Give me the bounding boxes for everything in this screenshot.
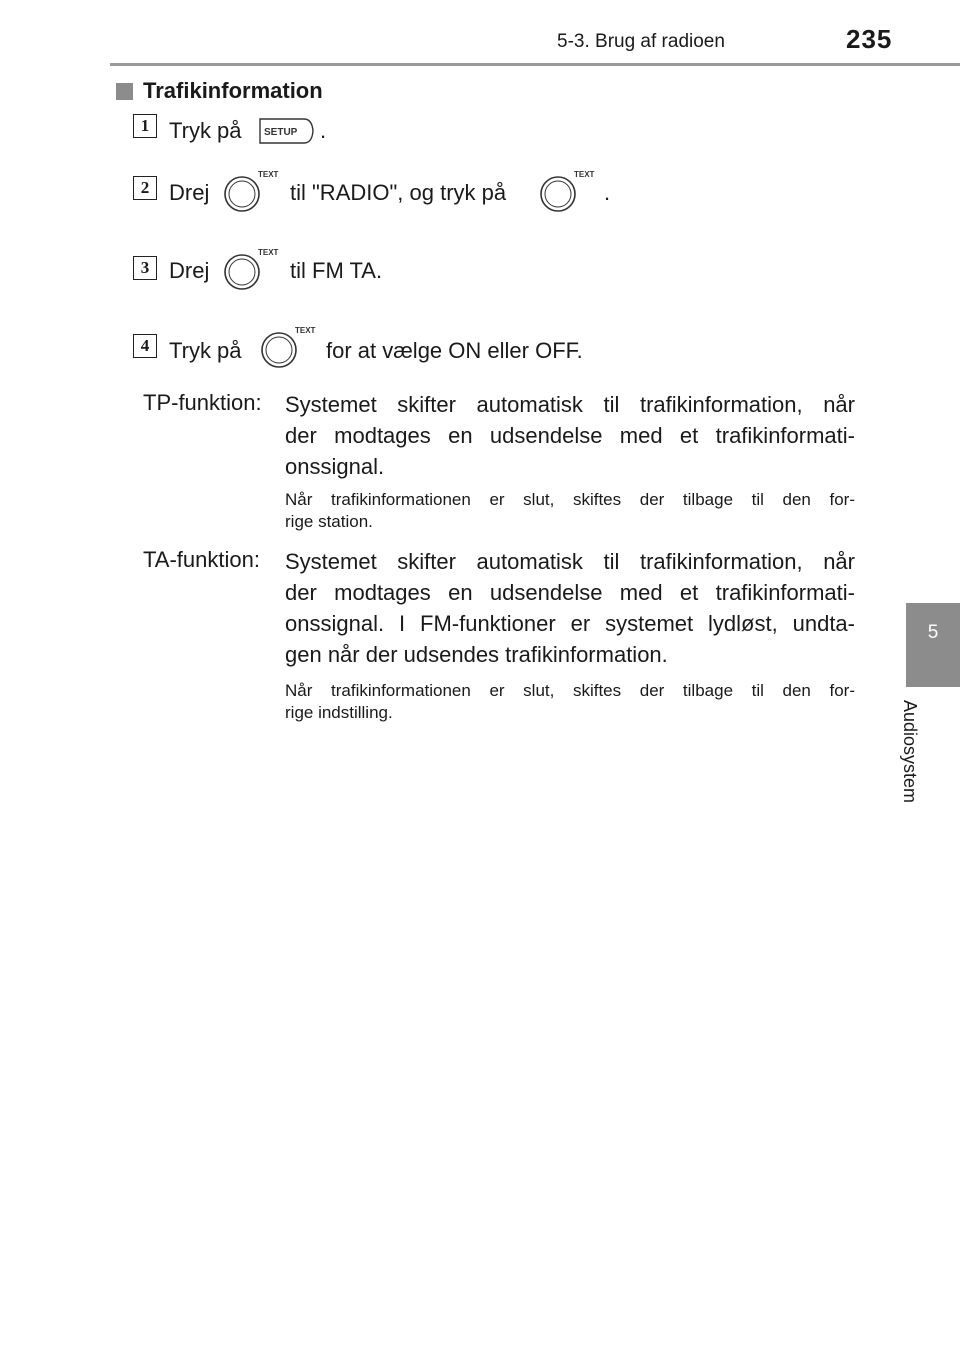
chapter-label <box>900 700 942 830</box>
desc-line: Systemet skifter automatisk til trafikinformation, når <box>285 549 855 574</box>
setup-button-icon <box>254 116 316 146</box>
tune-knob-icon <box>222 248 279 292</box>
step-3-text-after: til FM TA. <box>290 258 383 283</box>
section-header: 5-3. Brug af radioen <box>557 31 725 52</box>
header-divider <box>110 63 960 66</box>
desc-line: onssignal. I FM-funktioner er systemet lydløst, undta- <box>285 611 855 636</box>
desc-line: der modtages en udsendelse med et trafikinformati- <box>285 423 855 448</box>
note-line: Når trafikinformationen er slut, skiftes der tilbage til den for- <box>285 490 855 509</box>
desc-line: gen når der udsendes trafikinformation. <box>285 642 668 667</box>
definition-desc-tp <box>285 389 855 482</box>
definition-note-ta <box>285 680 855 724</box>
knob-text-label: TEXT <box>258 170 279 179</box>
step-1-text-before: Tryk på <box>169 118 242 143</box>
note-line: rige indstilling. <box>285 703 393 722</box>
tune-knob-icon <box>259 326 316 370</box>
note-line: Når trafikinformationen er slut, skiftes der tilbage til den for- <box>285 681 855 700</box>
chapter-tab <box>906 603 960 687</box>
knob-text-label: TEXT <box>258 248 279 257</box>
step-2-text-before: Drej <box>169 180 210 205</box>
definition-desc-ta <box>285 546 855 670</box>
step-3-text-before: Drej <box>169 258 210 283</box>
setup-label: SETUP <box>264 127 298 138</box>
step-number-4: 4 <box>133 334 157 358</box>
step-number-1: 1 <box>133 114 157 138</box>
desc-line: Systemet skifter automatisk til trafikinformation, når <box>285 392 855 417</box>
chapter-label-text: Audiosystem <box>900 700 920 804</box>
desc-line: der modtages en udsendelse med et trafikinformati- <box>285 580 855 605</box>
desc-line: onssignal. <box>285 454 385 479</box>
step-number-3: 3 <box>133 256 157 280</box>
definition-term-ta: TA-funktion: <box>143 547 260 572</box>
step-1-text-after: . <box>320 118 327 143</box>
step-4-text-after: for at vælge ON eller OFF. <box>326 338 583 363</box>
definition-term-tp: TP-funktion: <box>143 390 262 415</box>
step-number-2: 2 <box>133 176 157 200</box>
section-title <box>116 78 323 104</box>
chapter-number: 5 <box>927 622 939 643</box>
tune-knob-icon <box>222 170 279 214</box>
step-2-text-middle: til "RADIO", og tryk på <box>290 180 507 205</box>
square-bullet-icon <box>116 83 133 100</box>
step-4-text-before: Tryk på <box>169 338 242 363</box>
step-2-text-after: . <box>604 180 611 205</box>
knob-text-label: TEXT <box>574 170 595 179</box>
page-number: 235 <box>846 24 893 54</box>
section-title-text: Trafikinformation <box>143 78 323 103</box>
tune-knob-icon <box>538 170 595 214</box>
definition-note-tp <box>285 489 855 533</box>
note-line: rige station. <box>285 512 373 531</box>
knob-text-label: TEXT <box>295 326 316 335</box>
